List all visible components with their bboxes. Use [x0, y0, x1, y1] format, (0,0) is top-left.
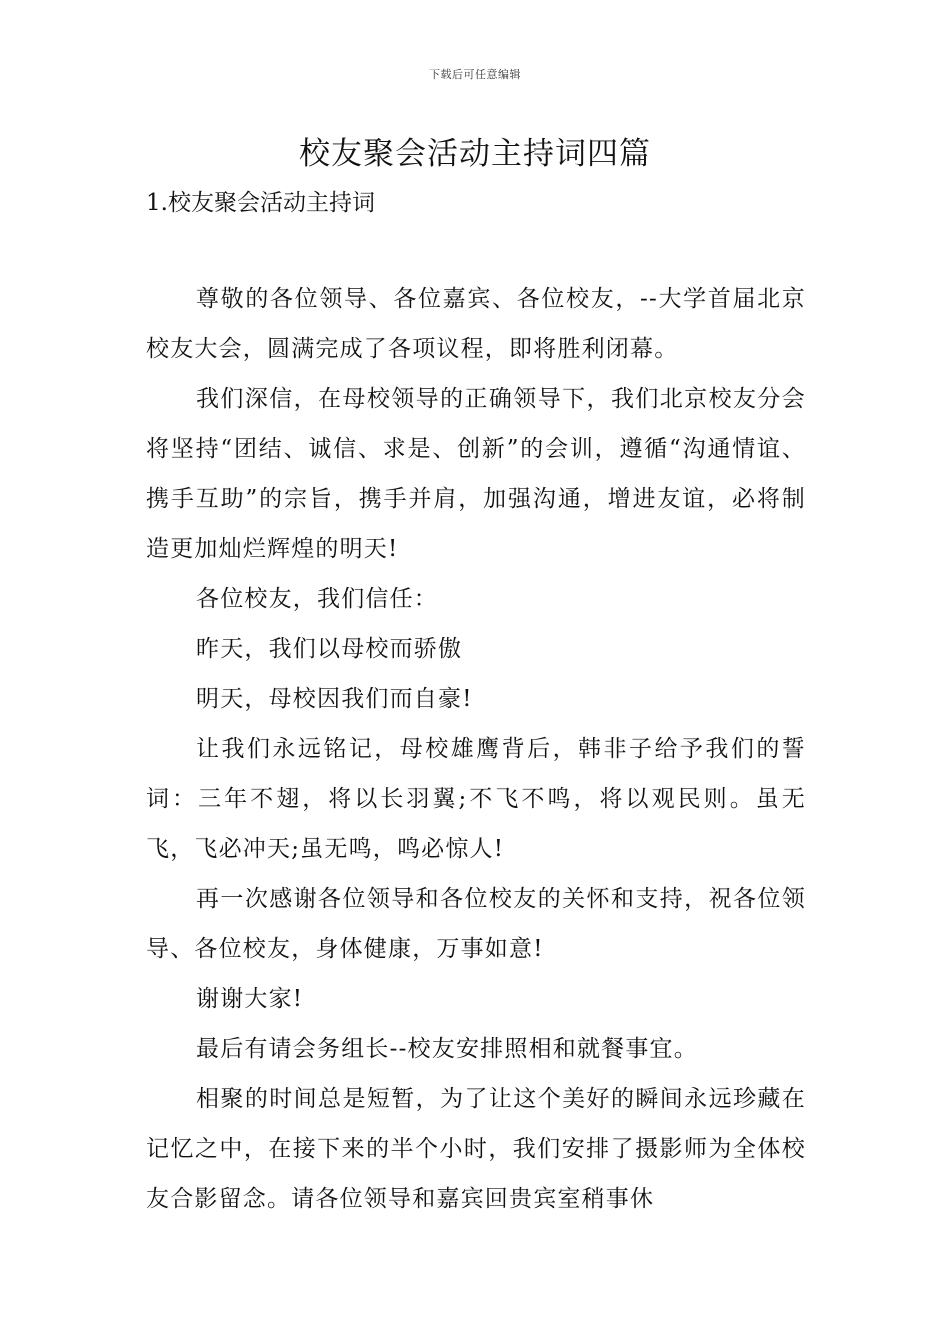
- paragraph: 尊敬的各位领导、各位嘉宾、各位校友，--大学首届北京校友大会，圆满完成了各项议程，即将胜利闭幕。: [146, 286, 806, 362]
- paragraph: 各位校友，我们信任：: [196, 586, 438, 612]
- paragraph: 最后有请会务组长--校友安排照相和就餐事宜。: [196, 1036, 698, 1062]
- paragraph: 我们深信，在母校领导的正确领导下，我们北京校友分会将坚持“团结、诚信、求是、创新”的会训，遵循“沟通情谊、携手互助”的宗旨，携手并肩，加强沟通，增进友谊，必将制造更加灿烂辉煌的明天!: [146, 386, 806, 562]
- body-text: [146, 274, 806, 1224]
- document-title: 校友聚会活动主持词四篇: [299, 136, 651, 172]
- paragraph: 昨天，我们以母校而骄傲: [196, 636, 463, 662]
- paragraph: 谢谢大家!: [196, 986, 304, 1012]
- header-note: 下载后可任意编辑: [429, 68, 521, 81]
- section-heading: 1.校友聚会活动主持词: [146, 190, 375, 216]
- paragraph: 明天，母校因我们而自豪!: [196, 686, 473, 712]
- paragraph: 让我们永远铭记，母校雄鹰背后，韩非子给予我们的誓词：三年不翅，将以长羽翼;不飞不鸣，将以观民则。虽无飞，飞必冲天;虽无鸣，鸣必惊人!: [146, 736, 806, 862]
- paragraph: 再一次感谢各位领导和各位校友的关怀和支持，祝各位领导、各位校友，身体健康，万事如意!: [146, 886, 806, 962]
- paragraph: 相聚的时间总是短暂，为了让这个美好的瞬间永远珍藏在记忆之中，在接下来的半个小时，我们安排了摄影师为全体校友合影留念。请各位领导和嘉宾回贵宾室稍事休: [146, 1086, 806, 1212]
